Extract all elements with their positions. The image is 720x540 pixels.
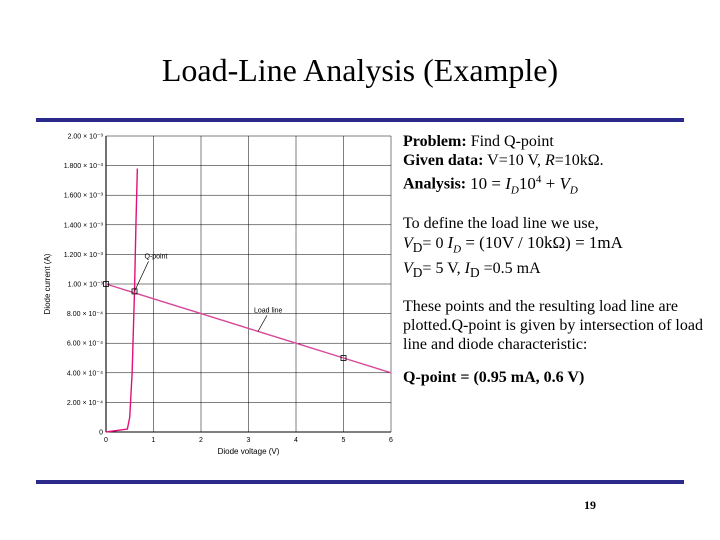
y-axis-label: Diode current (A): [43, 253, 52, 315]
y-tick-label: 1.00 × 10⁻³: [67, 281, 103, 289]
problem-label: Problem:: [403, 133, 467, 150]
given-text: V=10 V, R=10kΩ.: [487, 152, 604, 169]
y-tick-label: 0: [99, 429, 103, 437]
load-line-graph: [36, 124, 396, 470]
y-tick-label: 1.600 × 10⁻³: [63, 192, 103, 200]
x-tick-label: 1: [151, 437, 156, 444]
y-tick-label: 2.00 × 10⁻⁴: [66, 399, 103, 407]
given-line: [403, 151, 703, 170]
graph-grid: [106, 136, 391, 432]
vd0-text: $V_D= 0$: [403, 235, 444, 256]
top-divider: [36, 118, 684, 122]
x-tick-label: 3: [246, 437, 251, 444]
bottom-divider: [36, 480, 684, 484]
analysis-line: [403, 170, 703, 200]
load-line-leader: [258, 315, 267, 331]
y-tick-label: 2.00 × 10⁻³: [67, 133, 103, 141]
vd0-line: [403, 233, 703, 259]
x-tick-label: 5: [341, 437, 346, 444]
x-tick-label: 0: [104, 437, 108, 444]
x-axis-label: Diode voltage (V): [217, 447, 280, 456]
q-point-result: Q-point = (0.95 mA, 0.6 V): [403, 368, 585, 386]
q-point-leader: [135, 261, 149, 291]
x-tick-label: 6: [389, 437, 393, 444]
y-tick-label: 6.00 × 10⁻⁴: [66, 340, 103, 348]
problem-text: Find Q-point: [466, 133, 554, 150]
vd5-line: $V_D= 5$ V, $I_D =0.5$ mA: [403, 260, 541, 281]
points-paragraph: These points and the resulting load line are plotted.Q-point is given by intersection of load line and diode characteristic:: [403, 297, 703, 353]
page-number: 19: [584, 498, 596, 512]
y-tick-label: 1.200 × 10⁻³: [63, 251, 103, 259]
y-tick-label: 1.400 × 10⁻³: [63, 222, 103, 230]
problem-line: [403, 132, 703, 151]
slide-title: Load-Line Analysis (Example): [161, 52, 559, 88]
given-label: Given data:: [403, 152, 484, 169]
analysis-equation: $10 = I_D10^4 + V_D$: [470, 173, 578, 197]
define-line: To define the load line we use,: [403, 215, 599, 233]
diode-curve: [106, 169, 137, 432]
analysis-label: Analysis:: [403, 175, 467, 193]
y-tick-label: 8.00 × 10⁻⁴: [66, 311, 103, 319]
x-tick-label: 4: [294, 437, 298, 444]
analysis-text: [403, 132, 703, 387]
q-point-annotation: Q-point: [144, 253, 168, 261]
x-tick-label: 2: [199, 437, 203, 444]
id-equation: $I_D = (10V / 10k\Omega) = 1mA$: [447, 233, 623, 256]
load-line-annotation: Load line: [254, 307, 283, 315]
y-tick-label: 4.00 × 10⁻⁴: [66, 370, 103, 378]
y-tick-label: 1.800 × 10⁻³: [63, 163, 103, 171]
